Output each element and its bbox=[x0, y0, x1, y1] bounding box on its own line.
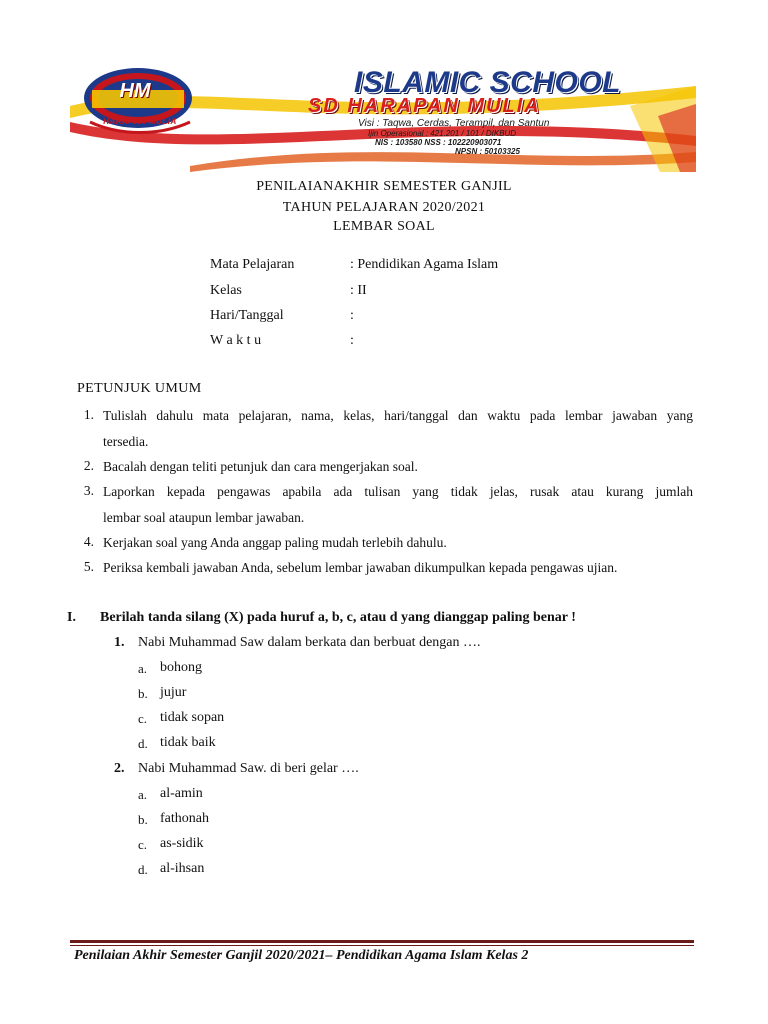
footer-rule-thin bbox=[70, 945, 694, 946]
instruction-text: Tulislah dahulu mata pelajaran, nama, kelas, hari/tanggal dan waktu pada lembar jawaban yang bbox=[103, 408, 693, 423]
footer-text: Penilaian Akhir Semester Ganjil 2020/2021– Pendidikan Agama Islam Kelas 2 bbox=[74, 948, 529, 963]
option-letter: a. bbox=[138, 787, 148, 802]
section-instruction: Berilah tanda silang (X) pada huruf a, b, c, atau d yang dianggap paling benar ! bbox=[100, 610, 576, 625]
instruction-number: 1. bbox=[83, 407, 94, 422]
footer-rule bbox=[70, 940, 694, 943]
option-text: as-sidik bbox=[160, 836, 204, 851]
logo-caption: HARAPAN MULIA bbox=[103, 117, 177, 126]
option-letter: a. bbox=[138, 661, 148, 676]
school-npsn: NPSN : 50103325 bbox=[455, 147, 520, 156]
info-value-date: : bbox=[350, 308, 354, 323]
instruction-number: 4. bbox=[83, 534, 94, 549]
option-text: bohong bbox=[160, 660, 202, 675]
logo-monogram: HM bbox=[119, 80, 151, 102]
option-letter: d. bbox=[138, 736, 148, 751]
info-label-class: Kelas bbox=[210, 283, 242, 298]
instruction-number: 2. bbox=[83, 458, 94, 473]
instruction-number: 5. bbox=[83, 559, 94, 574]
info-value-class: : II bbox=[350, 283, 367, 298]
instruction-text: Periksa kembali jawaban Anda, sebelum lembar jawaban dikumpulkan kepada pengawas ujian. bbox=[103, 560, 618, 575]
option-text: tidak sopan bbox=[160, 710, 225, 725]
instruction-text: Laporkan kepada pengawas apabila ada tulisan yang tidak jelas, rusak atau kurang jumlah bbox=[103, 484, 693, 499]
option-letter: d. bbox=[138, 862, 148, 877]
school-vision: Visi : Taqwa, Cerdas, Terampil, dan Santun bbox=[358, 118, 550, 129]
instruction-number: 3. bbox=[83, 483, 94, 498]
option-letter: b. bbox=[138, 812, 148, 827]
option-letter: c. bbox=[138, 711, 148, 726]
question-number: 2. bbox=[114, 761, 125, 776]
info-value-time: : bbox=[350, 333, 354, 348]
question-number: 1. bbox=[114, 635, 125, 650]
info-label-subject: Mata Pelajaran bbox=[210, 257, 295, 272]
question-text: Nabi Muhammad Saw dalam berkata dan berbuat dengan …. bbox=[138, 635, 481, 650]
school-title: ISLAMIC SCHOOL bbox=[354, 66, 621, 99]
info-label-date: Hari/Tanggal bbox=[210, 308, 284, 323]
option-text: tidak baik bbox=[160, 735, 216, 750]
school-name: SD HARAPAN MULIA bbox=[308, 95, 541, 117]
instruction-text: Bacalah dengan teliti petunjuk dan cara mengerjakan soal. bbox=[103, 459, 418, 474]
instruction-text-cont: lembar soal ataupun lembar jawaban. bbox=[103, 510, 305, 525]
option-text: al-ihsan bbox=[160, 861, 205, 876]
instruction-text-cont: tersedia. bbox=[103, 434, 149, 449]
question-text: Nabi Muhammad Saw. di beri gelar …. bbox=[138, 761, 359, 776]
heading-line-2: TAHUN PELAJARAN 2020/2021 bbox=[282, 200, 486, 215]
school-nis: NIS : 103580 NSS : 102220903071 bbox=[375, 138, 502, 147]
heading-line-1: PENILAIANAKHIR SEMESTER GANJIL bbox=[256, 179, 512, 194]
info-value-subject: : Pendidikan Agama Islam bbox=[350, 257, 499, 272]
school-banner bbox=[70, 66, 696, 172]
heading-line-3: LEMBAR SOAL bbox=[333, 219, 435, 234]
option-text: fathonah bbox=[160, 811, 209, 826]
option-text: jujur bbox=[160, 685, 187, 700]
school-permit: Ijin Operasional : 421.201 / 101 / DIKBUD bbox=[368, 129, 517, 138]
instruction-text: Kerjakan soal yang Anda anggap paling mudah terlebih dahulu. bbox=[103, 535, 447, 550]
option-letter: c. bbox=[138, 837, 148, 852]
option-letter: b. bbox=[138, 686, 148, 701]
option-text: al-amin bbox=[160, 786, 203, 801]
instructions-title: PETUNJUK UMUM bbox=[77, 381, 202, 396]
section-number: I. bbox=[67, 610, 76, 625]
info-label-time: W a k t u bbox=[210, 333, 262, 348]
